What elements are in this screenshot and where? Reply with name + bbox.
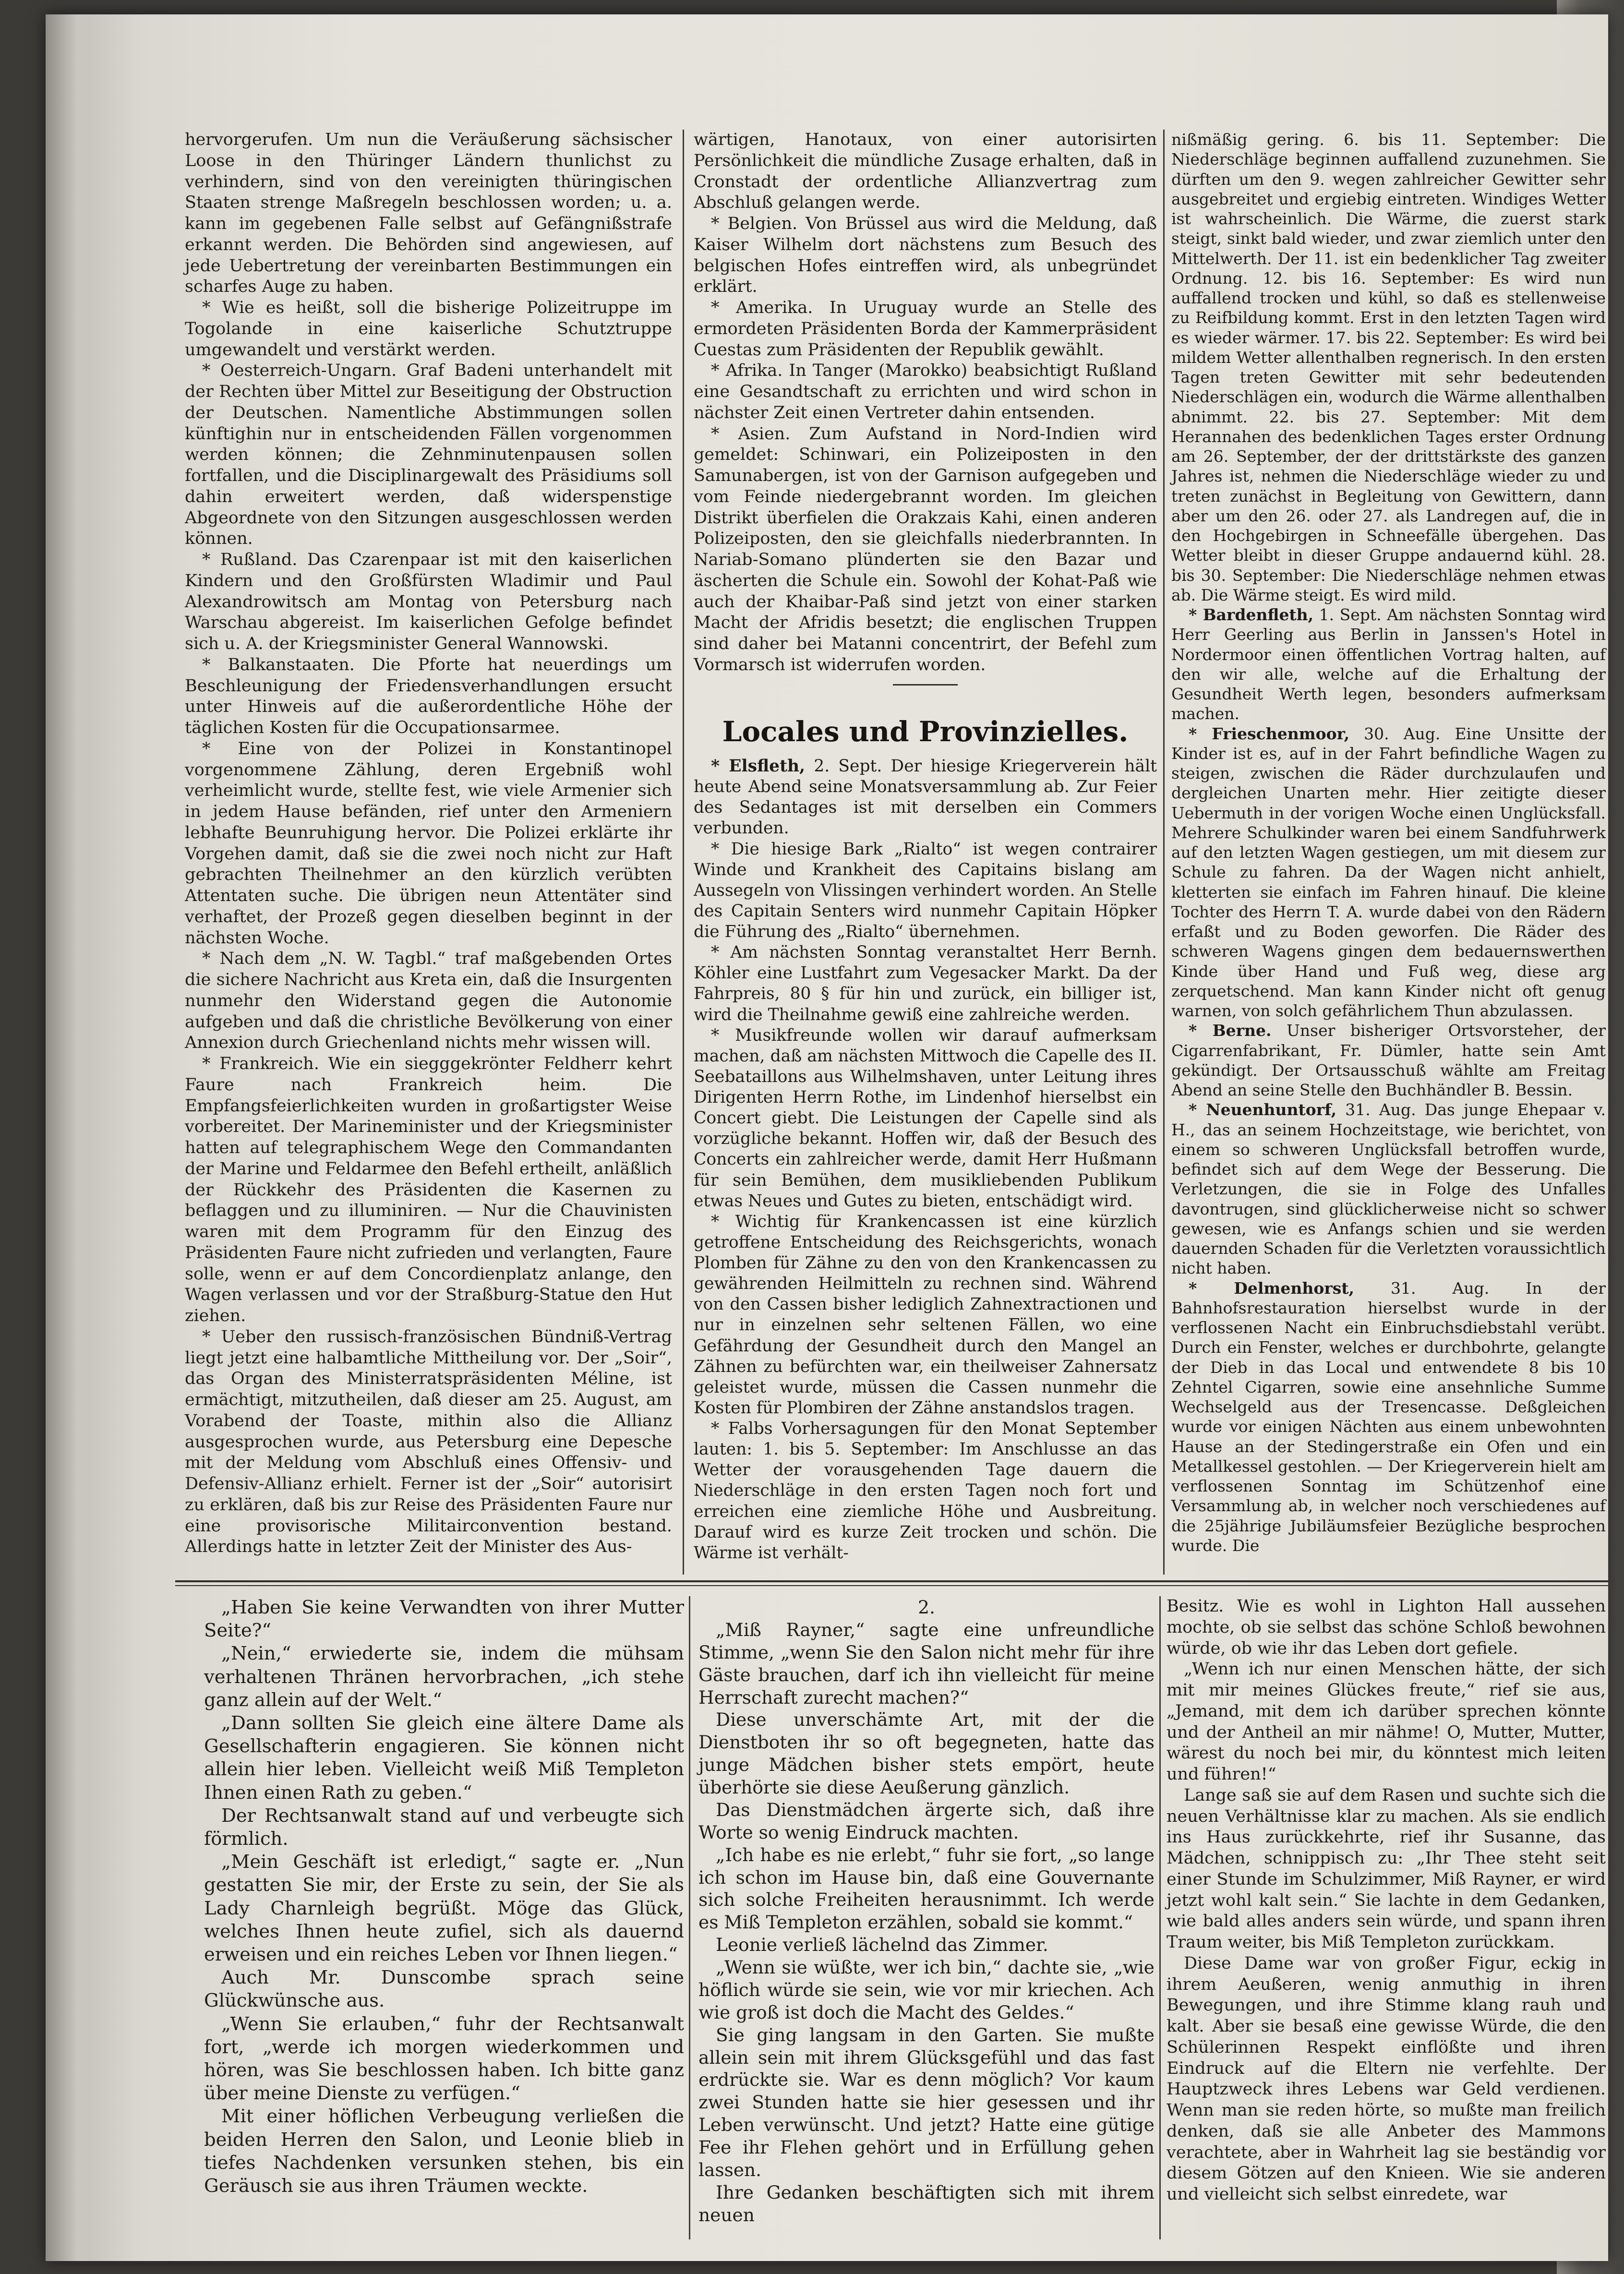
- section-divider: [893, 684, 958, 686]
- feuilleton-column-1: [204, 1596, 684, 2237]
- paragraph: [185, 130, 672, 298]
- paragraph-text: * Afrika. In Tanger (Marokko) beabsichtigt Rußland eine Gesandtschaft zu errichten und wird schon in nächster Zeit einen Vertreter dahin entsenden.: [694, 361, 1157, 422]
- paragraph-text: 31. Aug. In der Bahnhofsrestauration hierselbst wurde in der verflossenen Nacht ein Einbruchsdiebstahl verübt. Durch ein Fenster, welches er durchbohrte, gelangte der Dieb in das Local und entwendete 8 bis 10 Zehntel Cigarren, sowie eine ansehnliche Summe Wechselgeld aus der Tresencasse. Deßgleichen wurde vor einigen Nächten aus einem unbewohnten Hause an der Stedingerstraße ein Ofen und ein Metallkessel gestohlen. — Der Kriegerverein hielt am verflossenen Sonntag im Schützenhof eine Versammlung ab, in welcher noch verschiedenes auf die 25jährige Jubiläumsfeier Bezügliche besprochen wurde. Die: [1171, 1278, 1606, 1555]
- paragraph-text: * Nach dem „N. W. Tagbl.“ traf maßgebenden Ortes die sichere Nachricht aus Kreta ein, daß die Insurgenten nunmehr den Widerstand gegen die Autonomie aufgeben und daß die christliche Bevölkerung von einer Annexion durch Griechenland nichts mehr wissen will.: [185, 949, 672, 1053]
- paragraph: [698, 2181, 1155, 2226]
- feuilleton-rule-2: [1159, 1596, 1161, 2239]
- paragraph: [204, 1596, 684, 1642]
- paragraph-text: * Frankreich. Wie ein siegggekrönter Feldherr kehrt Faure nach Frankreich heim. Die Empfangsfeierlichkeiten wurden in großartigster Weise vorbereitet. Der Marineminister und der Kriegsminister hatten auf telegraphischem Wege den Commandanten der Marine und Feldarmee den Befehl ertheilt, anläßlich der Rückkehr des Präsidenten die Kasernen zu beflaggen und zu illuminiren. — Nur die Chauvinisten waren mit dem Programm für den Einzug des Präsidenten Faure nicht zufrieden und verlangten, Faure solle, wenn er auf dem Concordienplatz anlange, den Wagen verlassen und vor der Straßburg-Statue den Hut ziehen.: [185, 1054, 672, 1325]
- paragraph-text: 2. Sept. Der hiesige Kriegerverein hält heute Abend seine Monatsversammlung ab. Zur Feier des Sedantages ist mit derselben ein Commers verbunden.: [694, 757, 1157, 838]
- paragraph: [698, 1709, 1155, 1799]
- paragraph-text: Sie ging langsam in den Garten. Sie mußte allein sein mit ihrem Glücksgefühl und das fast erdrückte sie. War es denn möglich? Vor kaum zwei Stunden hatte sie hier gesessen und ihr Leben verwünscht. Und jetzt? Hatte eine gütige Fee ihr Flehen gehört und in Erfüllung gehen lassen.: [698, 2024, 1155, 2180]
- newspaper-page: [46, 14, 1608, 2261]
- paragraph: [1167, 1785, 1606, 1953]
- paragraph-text: * Die hiesige Bark „Rialto“ ist wegen contrairer Winde und Krankheit des Capitains bislang am Aussegeln von Vlissingen verhindert worden. An Stelle des Capitain Senters wird nunmehr Capitain Höpker die Führung des „Rialto“ übernehmen.: [694, 839, 1157, 941]
- paragraph-text: nißmäßig gering. 6. bis 11. September: Die Niederschläge beginnen auffallend zuzunehmen. Sie dürften um den 9. wegen zahlreicher Gewitter sehr ausgebreitet und ergiebig eintreten. Windiges Wetter ist wahrscheinlich. Die Wärme, die zuerst stark steigt, sinkt bald wieder, und zwar ziemlich unter den Mittelwerth. Der 11. ist ein bedenklicher Tag zweiter Ordnung. 12. bis 16. September: Es wird nun auffallend trocken und kühl, so daß es stellenweise zu Reifbildung kommt. Erst in den letzten Tagen wird es wieder wärmer. 17. bis 22. September: Es wird bei mildem Wetter allenthalben regnerisch. In den ersten Tagen treten Gewitter mit sehr bedeutenden Niederschlägen ein, wodurch die Wärme allenthalben abnimmt. 22. bis 27. September: Mit dem Herannahen des bedenklichen Tages erster Ordnung am 26. September, der der drittstärkste des ganzen Jahres ist, nehmen die Niederschläge wieder zu und treten zunächst in Begleitung von Gewittern, dann aber um den 26. oder 27. als Landregen auf, die in den Hochgebirgen in Schneefälle übergehen. Das Wetter bleibt in dieser Gruppe andauernd kühl. 28. bis 30. September: Die Niederschläge nehmen etwas ab. Die Wärme steigt. Es wird mild.: [1171, 130, 1606, 604]
- paragraph-text: Diese unverschämte Art, mit der die Dienstboten ihr so oft begegneten, hatte das junge Mädchen bisher stets empört, heute überhörte sie diese Aeußerung gänzlich.: [698, 1709, 1155, 1798]
- paragraph-text: „Wenn sie wüßte, wer ich bin,“ dachte sie, „wie höflich würde sie sein, wie vor mir kriechen. Ach wie groß ist doch die Macht des Geldes.“: [698, 1957, 1155, 2023]
- paragraph: [204, 1642, 684, 1712]
- paragraph: [698, 1934, 1155, 1956]
- paragraph: [694, 130, 1157, 214]
- paragraph: [1171, 130, 1606, 605]
- section-heading: Locales und Provinzielles.: [722, 715, 1129, 748]
- top-column-1: [185, 130, 672, 1575]
- paragraph: [185, 1327, 672, 1558]
- top-column-3: [1171, 130, 1606, 1575]
- paragraph: [185, 550, 672, 655]
- dateline: * Elsfleth,: [711, 757, 806, 776]
- paragraph: [204, 1851, 684, 1966]
- paragraph: [694, 214, 1157, 298]
- paragraph-text: * Falbs Vorhersagungen für den Monat September lauten: 1. bis 5. September: Im Anschlusse an das Wetter der vorausgehenden Tage dauern die Niederschläge in den ersten Tagen noch fort und erreichen eine ziemliche Höhe und Ausbreitung. Darauf wird es kurze Zeit trocken und schön. Die Wärme ist verhält-: [694, 1419, 1157, 1563]
- paragraph: [1171, 724, 1606, 1021]
- paragraph-text: Auch Mr. Dunscombe sprach seine Glückwünsche aus.: [204, 1967, 684, 2012]
- paragraph: [698, 1619, 1155, 1709]
- paragraph-text: Unser bisheriger Ortsvorsteher, der Cigarrenfabrikant, Fr. Dümler, hatte sein Amt gekündigt. Der Ortsausschuß wählte am Freitag Abend an seine Stelle den Buchhändler B. Bessin.: [1171, 1021, 1606, 1099]
- paragraph: [694, 1419, 1157, 1564]
- paragraph-text: Ihre Gedanken beschäftigten sich mit ihrem neuen: [698, 2181, 1155, 2226]
- paragraph: [1171, 1100, 1606, 1278]
- paragraph-text: „Wenn ich nur einen Menschen hätte, der sich mit mir meines Glückes freute,“ rief sie aus, „Jemand, mit dem ich darüber sprechen könnte und der Antheil an mir nähme! O, Mutter, Mutter, wärest du noch bei mir, du könntest mich leiten und führen!“: [1167, 1660, 1606, 1784]
- paragraph: [185, 739, 672, 949]
- paragraph: [185, 1054, 672, 1327]
- paragraph-text: Lange saß sie auf dem Rasen und suchte sich die neuen Verhältnisse klar zu machen. Als sie endlich ins Haus zurückkehrte, rief ihr Susanne, das Mädchen, schnippisch zu: „Ihr Thee steht seit einer Stunde im Schulzimmer, Miß Rayner, er wird jetzt wohl kalt sein.“ Sie lachte in dem Gedanken, wie bald alles anders sein würde, und spann ihren Traum weiter, bis Miß Templeton zurückkam.: [1167, 1785, 1606, 1952]
- paragraph-text: „Haben Sie keine Verwandten von ihrer Mutter Seite?“: [204, 1597, 684, 1642]
- paragraph: [1171, 605, 1606, 724]
- paragraph: [1171, 1278, 1606, 1556]
- paragraph-text: wärtigen, Hanotaux, von einer autorisirten Persönlichkeit die mündliche Zusage erhalten, daß in Cronstadt der ordentliche Allianzvertrag zum Abschluß gelangen werde.: [694, 130, 1157, 213]
- paragraph: [1171, 1021, 1606, 1100]
- paragraph-text: „Nein,“ erwiederte sie, indem die mühsam verhaltenen Thränen hervorbrachen, „ich stehe ganz allein auf der Welt.“: [204, 1643, 684, 1711]
- paragraph-text: * Oesterreich-Ungarn. Graf Badeni unterhandelt mit der Rechten über Mittel zur Beseitigung der Obstruction der Deutschen. Namentliche Abstimmungen sollen künftighin nur in entscheidenden Fällen vorgenommen werden können; die Zehnminutenpausen sollen fortfallen, und die Disciplinargewalt des Präsidiums soll dahin erweitert werden, daß widerspenstige Abgeordnete von den Sitzungen ausgeschlossen werden können.: [185, 361, 672, 549]
- paragraph: [698, 2024, 1155, 2181]
- top-column-2: [694, 130, 1157, 684]
- paragraph-text: * Asien. Zum Aufstand in Nord-Indien wird gemeldet: Schinwari, ein Polizeiposten in den Samunabergen, ist von der Garnison aufgegeben und vom Feinde niedergebrannt worden. Im gleichen Distrikt überfielen die Orakzais Kahi, einen anderen Polizeiposten, den sie gleichfalls niederbrannten. In Nariab-Somano plünderten sie den Bazar und äscherten die Schule ein. Sowohl der Kohat-Paß wie auch der Khaibar-Paß sind jetzt von einer starken Macht der Afridis besetzt; die englischen Truppen sind daher bei Matanni concentrirt, der Befehl zum Vormarsch ist widerrufen worden.: [694, 424, 1157, 674]
- paragraph-text: * Ueber den russisch-französischen Bündniß-Vertrag liegt jetzt eine halbamtliche Mittheilung vor. Der „Soir“, das Organ des Ministerratspräsidenten Méline, ist ermächtigt, mitzutheilen, daß dieser am 25. August, am Vorabend der Toaste, mithin also die Allianz ausgesprochen wurde, aus Petersburg eine Depesche mit der Meldung vom Abschluß eines Offensiv- und Defensiv-Allianz erhielt. Ferner ist der „Soir“ autorisirt zu erklären, daß bis zur Reise des Präsidenten Faure nur eine provisorische Militairconvention bestand. Allerdings hatte in letzter Zeit der Minister des Aus-: [185, 1327, 672, 1557]
- paragraph: [694, 839, 1157, 943]
- paragraph-text: * Wie es heißt, soll die bisherige Polizeitruppe im Togolande in eine kaiserliche Schutztruppe umgewandelt und verstärkt werden.: [185, 298, 672, 360]
- paragraph: [694, 361, 1157, 423]
- paragraph: [185, 949, 672, 1054]
- paragraph: [185, 655, 672, 739]
- paragraph: [694, 756, 1157, 839]
- paragraph-text: „Dann sollten Sie gleich eine ältere Dame als Gesellschafterin engagieren. Sie können nicht allein hier leben. Vielleicht weiß Miß Templeton Ihnen einen Rath zu geben.“: [204, 1712, 684, 1804]
- feuilleton-column-3: [1167, 1596, 1606, 2237]
- dateline: * Neuenhuntorf,: [1189, 1100, 1337, 1119]
- paragraph-text: 1. Sept. Am nächsten Sonntag wird Herr Geerling aus Berlin in Janssen's Hotel in Nordermoor einen öffentlichen Vortrag halten, auf den wir alle, welche auf die Erhaltung der Gesundheit Werth legen, besonders aufmerksam machen.: [1171, 605, 1606, 723]
- paragraph-text: * Amerika. In Uruguay wurde an Stelle des ermordeten Präsidenten Borda der Kammerpräsident Cuestas zum Präsidenten der Republik gewählt.: [694, 298, 1157, 360]
- dateline: * Berne.: [1189, 1021, 1272, 1040]
- paragraph-text: Der Rechtsanwalt stand auf und verbeugte sich förmlich.: [204, 1805, 684, 1850]
- paragraph: [698, 1799, 1155, 1844]
- paragraph-text: 2.: [918, 1597, 935, 1618]
- paragraph-text: Das Dienstmädchen ärgerte sich, daß ihre Worte so wenig Eindruck machten.: [698, 1799, 1155, 1843]
- paragraph: [185, 361, 672, 550]
- paragraph-text: „Mein Geschäft ist erledigt,“ sagte er. „Nun gestatten Sie mir, der Erste zu sein, der Sie als Lady Charnleigh begrüßt. Möge das Glück, welches Ihnen heute zufiel, sich als dauernd erweisen und ein reiches Leben vor Ihnen liegen.“: [204, 1851, 684, 1966]
- paragraph-text: * Am nächsten Sonntag veranstaltet Herr Bernh. Köhler eine Lustfahrt zum Vegesacker Markt. Da der Fahrpreis, 80 § für hin und zurück, ein billiger ist, wird die Theilnahme gewiß eine zahlreiche werden.: [694, 943, 1157, 1024]
- column-rule-1: [683, 130, 684, 1575]
- feuilleton-rule-1: [689, 1596, 690, 2239]
- paragraph-text: Diese Dame war von großer Figur, eckig in ihrem Aeußeren, wenig anmuthig in ihren Bewegungen, und ihre Stimme klang rauh und kalt. Aber sie besaß eine gewisse Würde, die den Schülerinnen Respekt einflößte und ihren Eindruck auf die Eltern nie verfehlte. Der Hauptzweck ihres Lebens war Geld verdienen. Wenn man sie reden hörte, so mußte man freilich denken, daß sie alle Anbeter des Mammons verachtete, aber in Wahrheit lag sie beständig vor diesem Götzen auf den Knieen. Wie sie anderen und vielleicht sich selbst einredete, war: [1167, 1953, 1606, 2204]
- paragraph: [698, 1844, 1155, 1934]
- paragraph-text: 30. Aug. Eine Unsitte der Kinder ist es, auf in der Fahrt befindliche Wagen zu steigen, zwischen die Räder durchzulaufen und dergleichen Unarten mehr. Hier zeitigte dieser Uebermuth in der vorigen Woche einen Unglücksfall. Mehrere Schulkinder waren bei einem Sandfuhrwerk auf den letzten Wagen gestiegen, um mit diesem zur Schule zu fahren. Da der Wagen nicht anhielt, kletterten sie einfach im Fahren hinauf. Die kleine Tochter des Herrn T. A. wurde dabei von den Rädern erfaßt und zu Boden geworfen. Die Räder des schweren Wagens gingen dem bedauernswerthen Kinde über Hand und Fuß weg, diese arg zerquetschend. Man kann Kinder nicht oft genug warnen, von solch gefährlichem Thun abzulassen.: [1171, 724, 1606, 1020]
- paragraph: [694, 1212, 1157, 1419]
- paragraph-text: * Rußland. Das Czarenpaar ist mit den kaiserlichen Kindern und den Großfürsten Wladimir und Paul Alexandrowitsch am Montag von Petersburg nach Warschau abgereist. Im kaiserlichen Gefolge befindet sich u. A. der Kriegsminister General Wannowski.: [185, 550, 672, 653]
- paragraph: [204, 2105, 684, 2198]
- paragraph: [698, 1956, 1155, 2024]
- paragraph-text: * Eine von der Polizei in Konstantinopel vorgenommene Zählung, deren Ergebniß wohl verheimlicht wurde, stellte fest, wie viele Armenier sich in jedem Hause befänden, rief unter den Armeniern lebhafte Beunruhigung hervor. Die Polizei erklärte ihr Vorgehen damit, daß sie die zwei noch nicht zur Haft gebrachten Theilnehmer an den kürzlich verübten Attentaten suche. Die übrigen neun Attentäter sind verhaftet, der Prozeß gegen dieselben beginnt in der nächsten Woche.: [185, 739, 672, 948]
- paragraph-text: Mit einer höflichen Verbeugung verließen die beiden Herren den Salon, und Leonie blieb in tiefes Nachdenken versunken stehen, bis ein Geräusch sie aus ihren Träumen weckte.: [204, 2106, 684, 2197]
- paragraph: [698, 1596, 1155, 1619]
- paragraph: [185, 298, 672, 361]
- paragraph-text: * Belgien. Von Brüssel aus wird die Meldung, daß Kaiser Wilhelm dort nächstens zum Besuch des belgischen Hofes eintreffen wird, als unbegründet erklärt.: [694, 214, 1157, 297]
- paragraph: [204, 1966, 684, 2012]
- paragraph: [694, 424, 1157, 676]
- paragraph: [694, 298, 1157, 361]
- paragraph-text: Besitz. Wie es wohl in Lighton Hall aussehen mochte, ob sie selbst das schöne Schloß bewohnen würde, ob wie ihr das Leben dort gefiele.: [1167, 1597, 1606, 1658]
- paragraph-text: „Ich habe es nie erlebt,“ fuhr sie fort, „so lange ich schon im Hause bin, daß eine Gouvernante sich solche Freiheiten herausnimmt. Ich werde es Miß Templeton erzählen, sobald sie kommt.“: [698, 1844, 1155, 1933]
- dateline: * Frieschenmoor,: [1189, 724, 1350, 743]
- paragraph-text: Leonie verließ lächelnd das Zimmer.: [716, 1934, 1048, 1956]
- paragraph: [1167, 1659, 1606, 1785]
- paragraph: [694, 942, 1157, 1025]
- dateline: * Delmenhorst,: [1189, 1278, 1355, 1298]
- paragraph-text: * Wichtig für Krankencassen ist eine kürzlich getroffene Entscheidung des Reichsgerichts, wonach Plomben für Zähne zu den von den Krankencassen zu gewährenden Heilmitteln zu rechnen sind. Während von den Cassen bisher lediglich Zahnextractionen und nur in einzelnen sehr seltenen Fällen, wo eine Gefährdung der Gesundheit durch den Mangel an Zähnen zu befürchten war, ein theilweiser Zahnersatz geleistet wurde, müssen die Cassen nunmehr die Kosten für Plombiren der Zähne anstandslos tragen.: [694, 1212, 1157, 1418]
- paragraph-text: „Wenn Sie erlauben,“ fuhr der Rechtsanwalt fort, „werde ich morgen wiederkommen und hören, was Sie beschlossen haben. Ich bitte ganz über meine Dienste zu verfügen.“: [204, 2013, 684, 2105]
- top-column-2-local-news: [694, 756, 1157, 1575]
- feuilleton-rule: [175, 1580, 1608, 1582]
- paragraph-text: * Musikfreunde wollen wir darauf aufmerksam machen, daß am nächsten Mittwoch die Capelle des II. Seebataillons aus Wilhelmshaven, unter Leitung ihres Dirigenten Herrn Rothe, im Lindenhof hierselbst ein Concert giebt. Die Leistungen der Capelle sind als vorzügliche bekannt. Hoffen wir, daß der Besuch des Concerts ein zahlreicher werde, damit Herr Hußmann für sein Bemühen, dem musikliebenden Publikum etwas Neues und Gutes zu bieten, entschädigt wird.: [694, 1025, 1157, 1211]
- feuilleton-rule-thin: [175, 1585, 1608, 1586]
- paragraph: [204, 1805, 684, 1851]
- paragraph: [204, 1712, 684, 1805]
- column-rule-2: [1163, 130, 1165, 1575]
- feuilleton-column-2: [698, 1596, 1155, 2237]
- paragraph-text: „Miß Rayner,“ sagte eine unfreundliche Stimme, „wenn Sie den Salon nicht mehr für ihre Gäste brauchen, darf ich ihn vielleicht für meine Herrschaft zurecht machen?“: [698, 1619, 1155, 1708]
- paragraph: [1167, 1953, 1606, 2205]
- dateline: * Bardenfleth,: [1189, 605, 1314, 624]
- paragraph-text: * Balkanstaaten. Die Pforte hat neuerdings um Beschleunigung der Friedensverhandlungen ersucht unter Hinweis auf die außerordentliche Höhe der täglichen Kosten für die Occupationsarmee.: [185, 655, 672, 737]
- paragraph: [204, 2013, 684, 2106]
- page-binding-shadow: [46, 14, 98, 2261]
- paragraph: [694, 1025, 1157, 1212]
- paragraph-text: 31. Aug. Das junge Ehepaar v. H., das an seinem Hochzeitstage, wie berichtet, von einem so schweren Unglücksfall betroffen wurde, befindet sich auf dem Wege der Besserung. Die Verletzungen, die sie in Folge des Unfalles davontrugen, sind glücklicherweise nicht so schwer gewesen, wie es Anfangs schien und sie werden dauernden Schaden für die Verletzten voraussichtlich nicht haben.: [1171, 1100, 1606, 1278]
- paragraph: [1167, 1596, 1606, 1659]
- paragraph-text: hervorgerufen. Um nun die Veräußerung sächsischer Loose in den Thüringer Ländern thunlichst zu verhindern, sind von den vereinigten thüringischen Staaten strenge Maßregeln beschlossen worden; u. a. kann im gegebenen Falle selbst auf Gefängnißstrafe erkannt werden. Die Behörden sind angewiesen, auf jede Uebertretung der vereinbarten Bestimmungen ein scharfes Auge zu haben.: [185, 130, 672, 297]
